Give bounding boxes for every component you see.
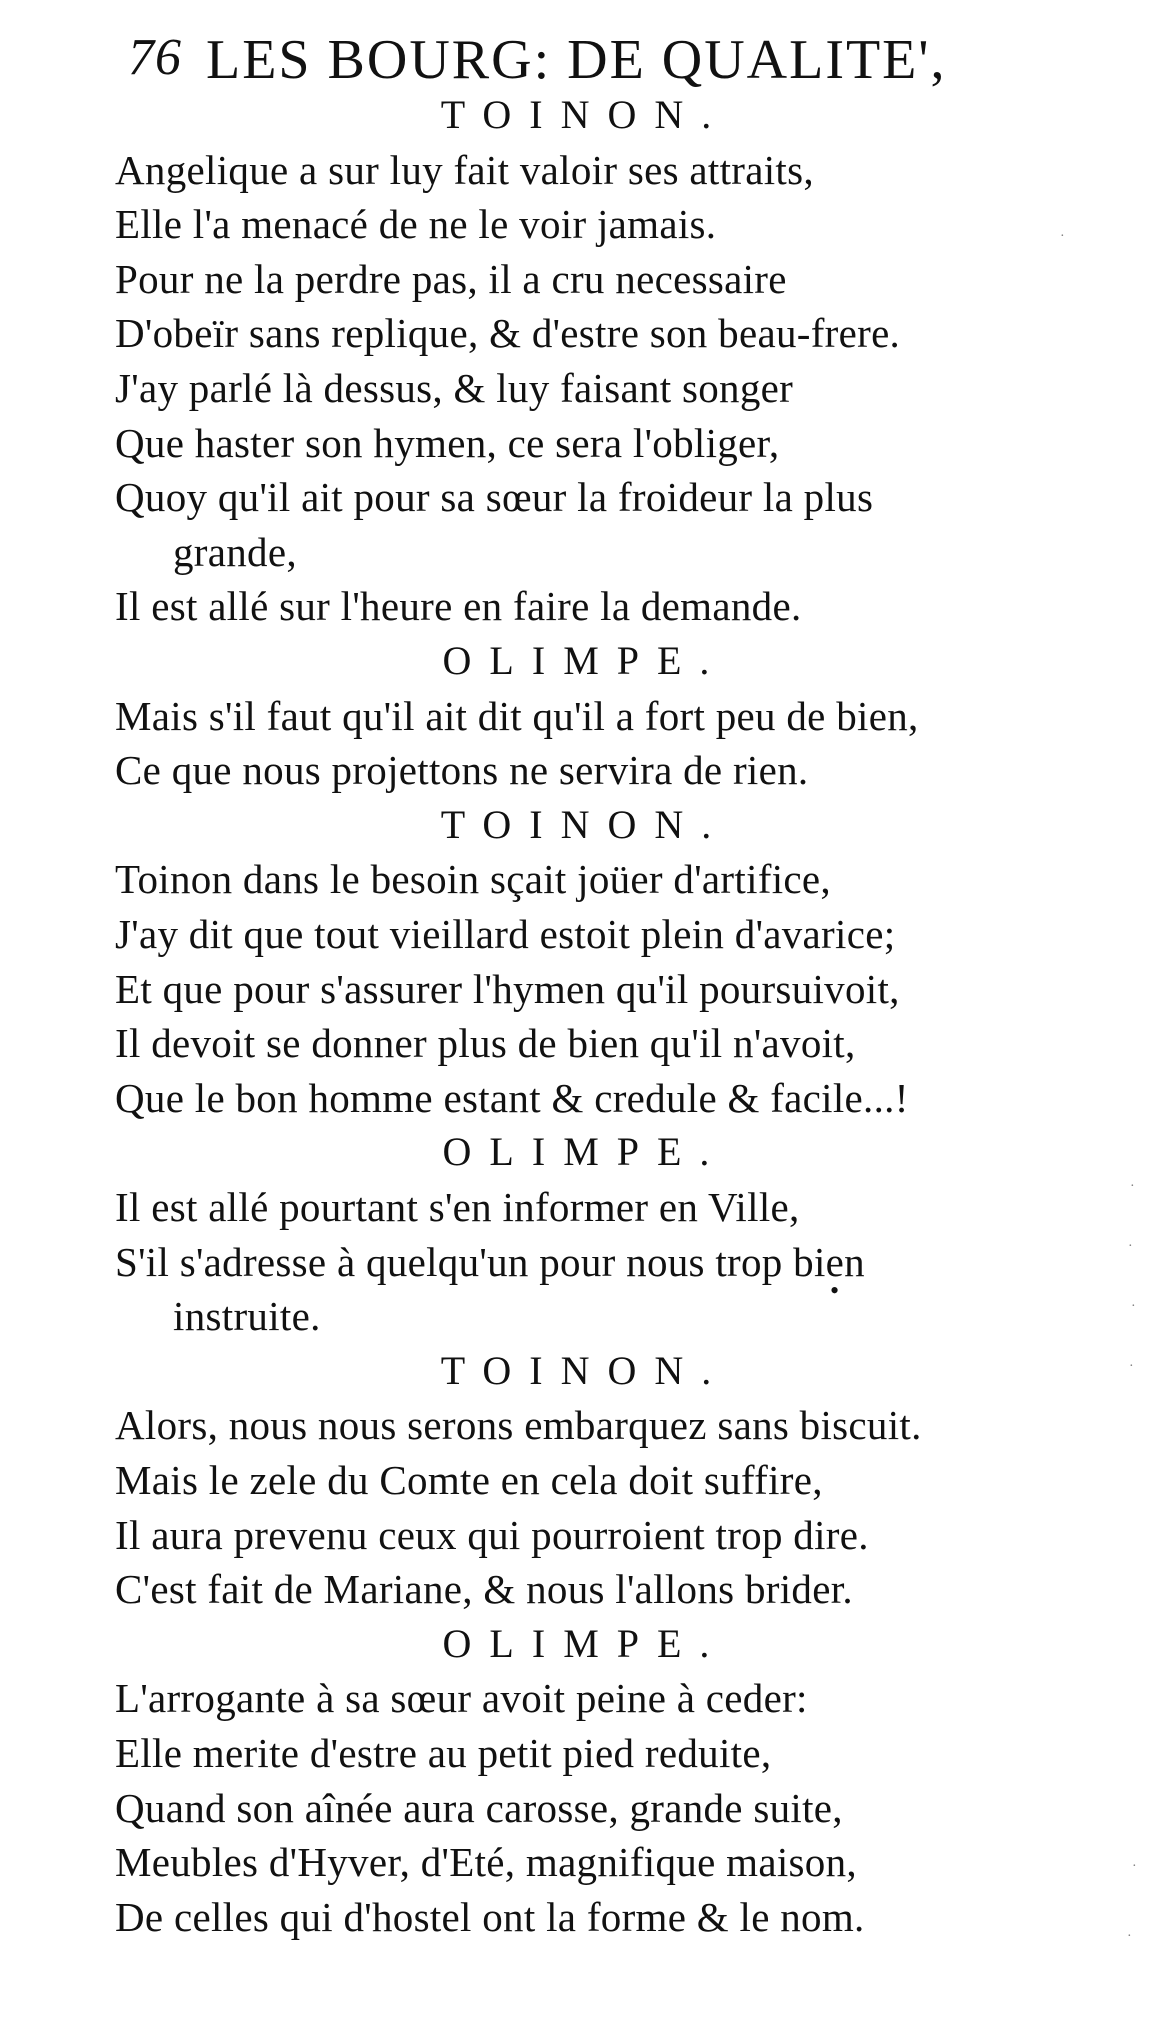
verse-line: Il est allé pourtant s'en informer en Ville, [115,1184,800,1230]
speaker-name: TOINON. [440,92,730,137]
speaker-name: TOINON. [440,1347,730,1393]
scan-speck: · [1129,1359,1134,1374]
verse-continuation: grande, [173,528,297,575]
verse-line: Meubles d'Hyver, d'Eté, magnifique maison, [115,1839,857,1886]
verse-line: D'obeïr sans replique, & d'estre son beau-frere. [115,310,901,357]
speaker-name: OLIMPE. [442,1620,728,1666]
verse-line: Quoy qu'il ait pour sa sœur la froideur la plus [115,474,874,521]
scan-speck: · [1127,1929,1132,1944]
speaker-name: TOINON. [440,801,730,847]
verse-line: J'ay dit que tout vieillard estoit plein d'avarice; [115,911,896,957]
verse-continuation: instruite. [173,1293,321,1340]
verse-line: S'il s'adresse à quelqu'un pour nous trop bien [115,1238,865,1285]
verse-line: Elle merite d'estre au petit pied reduite, [115,1730,772,1776]
page-header [128,28,1028,98]
verse-line: Alors, nous nous serons embarquez sans biscuit. [115,1402,922,1449]
page-number: 76 [128,29,182,86]
scan-speck: · [1128,1239,1133,1254]
verse-line: Il aura prevenu ceux qui pourroient trop dire. [115,1511,869,1558]
verse-line: Elle l'a menacé de ne le voir jamais. [115,201,717,248]
verse-line: De celles qui d'hostel ont la forme & le nom. [115,1893,865,1940]
verse-line: C'est fait de Mariane, & nous l'allons brider. [115,1566,853,1613]
verse-line: Et que pour s'assurer l'hymen qu'il poursuivoit, [115,965,900,1012]
verse-line: L'arrogante à sa sœur avoit peine à ceder: [115,1675,808,1722]
verse-line: Toinon dans le besoin sçait joüer d'artifice, [115,856,831,903]
speaker-name: OLIMPE. [442,1129,728,1175]
verse-line: Que le bon homme estant & credule & facile...! [115,1074,909,1121]
verse-line: Ce que nous projettons ne servira de rien. [115,747,809,794]
scan-speck: • [830,1276,840,1305]
verse-line: Pour ne la perdre pas, il a cru necessaire [115,255,787,302]
verse-line: Mais le zele du Comte en cela doit suffire, [115,1457,823,1503]
running-title: LES BOURG: DE QUALITE', [206,29,947,91]
verse-line: Angelique a sur luy fait valoir ses attraits, [115,146,814,193]
speaker-name: OLIMPE. [442,638,728,683]
scan-speck: · [1131,1299,1136,1314]
verse-line: Que haster son hymen, ce sera l'obliger, [115,419,780,466]
verse-line: Il est allé sur l'heure en faire la demande. [115,583,802,630]
verse-line: Il devoit se donner plus de bien qu'il n'avoit, [115,1020,856,1067]
verse-line: Quand son aînée aura carosse, grande suite, [115,1784,843,1831]
verse-line: J'ay parlé là dessus, & luy faisant songer [115,365,794,411]
verse-line: Mais s'il faut qu'il ait dit qu'il a fort peu de bien, [115,692,919,739]
scan-speck: · [1132,1859,1137,1874]
scan-speck: · [1060,229,1065,244]
scan-speck: · [1130,1179,1135,1194]
